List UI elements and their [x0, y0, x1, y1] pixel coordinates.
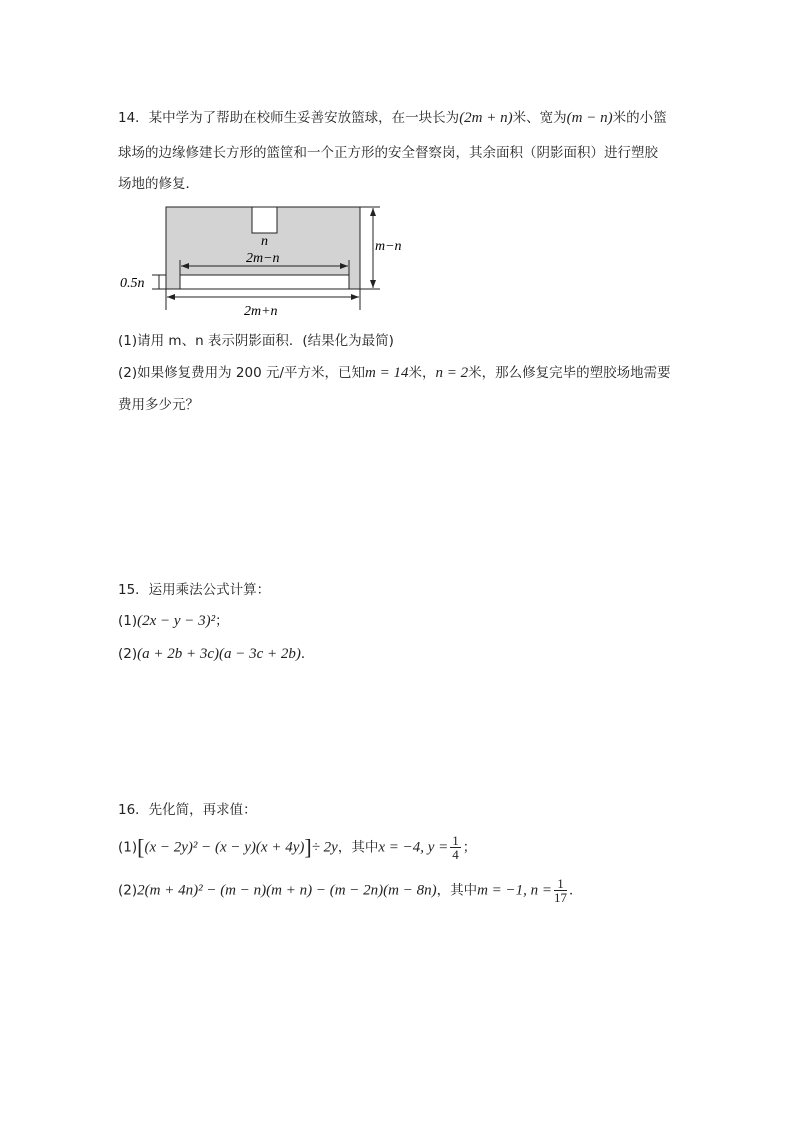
q14-part2-b: 米， [408, 365, 436, 381]
q14-part2-line2: 费用多少元？ [118, 397, 199, 413]
diagram-label-n: n [261, 234, 268, 249]
q14-line1-mid: 米、宽为 [512, 110, 567, 126]
q15-part1-expr: (2x − y − 3)² [137, 613, 216, 629]
q14-part1: (1)请用 m、n 表示阴影面积．(结果化为最简) [118, 333, 394, 349]
q16-part2-frac-den: 17 [554, 890, 568, 905]
q15-part1-label: (1) [118, 613, 138, 629]
q16-part1: (1)[(x − 2y)² − (x − y)(x + 4y)]÷ 2y，其中x = −4, y = $\frac{1}{4}$ ； [118, 833, 477, 862]
q16-part1-frac-den: 4 [452, 847, 459, 862]
q16-part2-fraction [554, 877, 567, 904]
q15-part2 [118, 644, 314, 664]
q15-part1 [118, 611, 229, 631]
diagram-label-m-minus-n: m−n [375, 239, 402, 254]
q14-part2 [118, 363, 671, 383]
q16-part1-div: ÷ 2y [311, 839, 338, 856]
q16-title: 16．先化简，再求值： [118, 802, 257, 818]
q14-line2: 球场的边缘修建长方形的篮筐和一个正方形的安全督察岗，其余面积（阴影面积）进行塑胶 [118, 145, 658, 161]
q15-part2-expr: (a + 2b + 3c)(a − 3c + 2b) [137, 646, 301, 662]
q14-line3: 场地的修复． [118, 176, 199, 192]
q14-line1-prefix: 14．某中学为了帮助在校师生妥善安放篮球，在一块长为 [118, 110, 460, 126]
q16-part2-end: ． [569, 882, 583, 899]
q14-diagram [118, 198, 402, 320]
q15-part1-end: ； [215, 613, 229, 629]
q16-part1-vals: x = −4, y = [378, 839, 449, 856]
q14-part2-a: (2)如果修复费用为 200 元/平方米，已知 [118, 365, 366, 381]
q16-part2-frac-num: 1 [554, 877, 567, 891]
q16-part2 [118, 877, 583, 904]
diagram-basket-rect [180, 275, 349, 289]
q16-part1-end: ； [462, 839, 477, 856]
q16-part2-expr: 2(m + 4n)² − (m − n)(m + n) − (m − 2n)(m − 8n) [137, 882, 437, 899]
q16-part1-where: ，其中 [337, 839, 379, 856]
q14-part2-m: m = 14 [365, 365, 409, 381]
q16-part1-frac-num: 1 [452, 833, 459, 848]
diagram-label-0-5n: 0.5n [120, 276, 145, 291]
diagram-square-post [252, 207, 277, 233]
q14-length-expr: (2m + n) [459, 110, 513, 126]
q14-width-expr: (m − n) [566, 110, 613, 126]
q14-part2-n: n = 2 [435, 365, 469, 381]
q15-title: 15．运用乘法公式计算： [118, 582, 271, 598]
q16-part1-expr: (x − 2y)² − (x − y)(x + 4y) [144, 839, 305, 856]
q14-line1-suffix: 米的小篮 [612, 110, 667, 126]
q15-part2-label: (2) [118, 646, 138, 662]
q16-part2-label: (2) [118, 882, 138, 899]
q16-part2-vals: m = −1, n = [477, 882, 553, 899]
q16-part1-label: (1) [118, 839, 138, 856]
q16-part2-where: ，其中 [436, 882, 478, 899]
q15-part2-end: ． [300, 646, 315, 662]
diagram-label-2m-minus-n: 2m−n [246, 251, 280, 266]
diagram-label-2m-plus-n: 2m+n [244, 304, 278, 319]
q14-part2-c: 米，那么修复完毕的塑胶场地需要 [468, 365, 671, 381]
q14-line1 [118, 108, 667, 128]
q16-part1-fraction [450, 834, 461, 861]
